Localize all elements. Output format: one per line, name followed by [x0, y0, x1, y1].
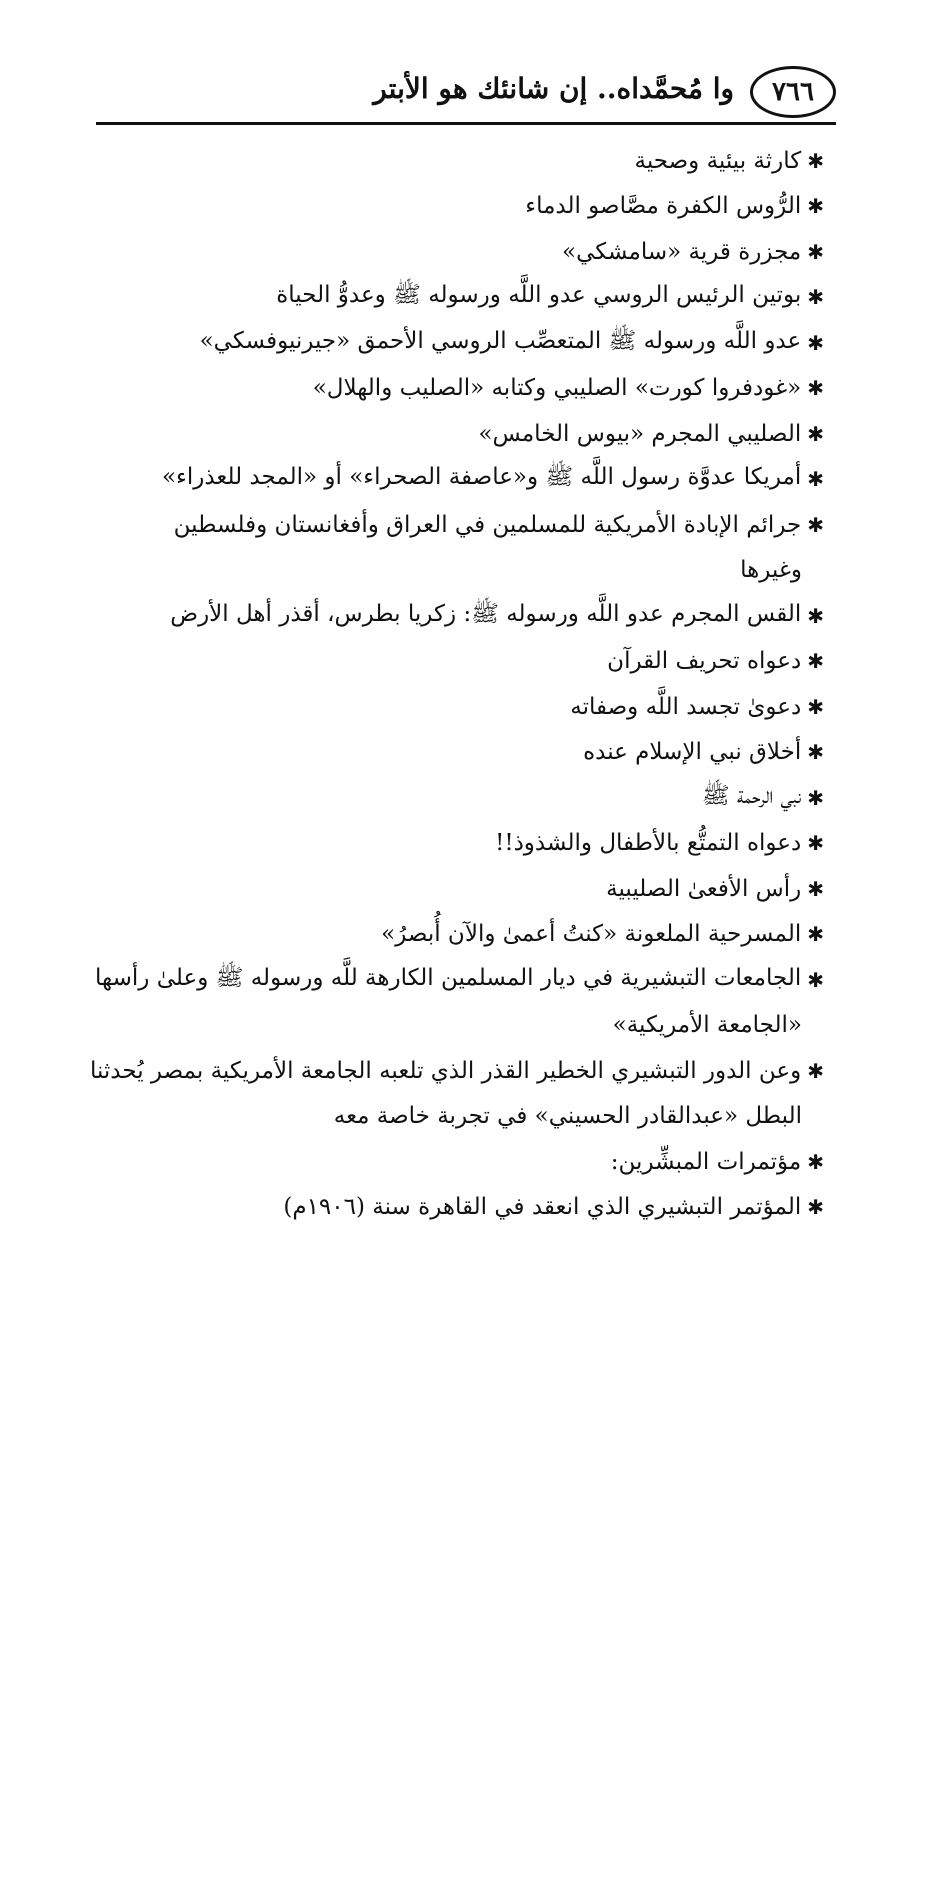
- bullet-star-icon: ✱: [807, 967, 824, 992]
- bullet-star-icon: ✱: [807, 148, 824, 173]
- bullet-star-icon: ✱: [807, 694, 824, 719]
- toc-entry-title: دعواه تحريف القرآن: [607, 648, 802, 675]
- bullet-star-icon: ✱: [807, 922, 824, 947]
- toc-entry-title: جرائم الإبادة الأمريكية للمسلمين في العراق وأفغانستان وفلسطين: [173, 511, 802, 538]
- toc-entry-title: نبي الرحمة ﷺ: [701, 782, 802, 809]
- toc-entry-title: المسرحية الملعونة «كنتُ أعمىٰ والآن أُبصرُ»: [381, 921, 802, 948]
- page-number: ٧٦٦: [772, 77, 814, 107]
- page-number-badge: [750, 66, 836, 118]
- toc-entry: [104, 1185, 824, 1231]
- bullet-star-icon: ✱: [807, 376, 824, 401]
- running-title: وا مُحمَّداه.. إن شانئك هو الأبتر: [373, 72, 734, 105]
- bullet-star-icon: ✱: [807, 330, 824, 355]
- bullet-star-icon: ✱: [807, 1149, 824, 1174]
- toc-entry-title: مجزرة قرية «سامشكي»: [562, 238, 802, 265]
- toc-entry-title: أمريكا عدوَّة رسول اللَّه ﷺ و«عاصفة الصحراء» أو «المجد للعذراء»: [161, 464, 802, 491]
- bullet-star-icon: ✱: [807, 421, 824, 446]
- bullet-star-icon: ✱: [807, 876, 824, 901]
- toc-entry-title: مؤتمرات المبشِّرين:: [610, 1148, 802, 1175]
- bullet-star-icon: ✱: [807, 194, 824, 219]
- bullet-star-icon: ✱: [807, 740, 824, 765]
- toc-entry-title: كارثة بيئية وصحية: [634, 147, 802, 174]
- toc-entry-title: المؤتمر التبشيري الذي انعقد في القاهرة سنة (١٩٠٦م): [283, 1194, 802, 1221]
- toc-entry-title: دعواه التمتُّع بالأطفال والشذوذ!!: [495, 830, 802, 857]
- toc-entry-title: الجامعات التبشيرية في ديار المسلمين الكارهة للَّه ورسوله ﷺ وعلىٰ رأسها: [95, 964, 802, 991]
- toc-entry-title: «الجامعة الأمريكية»: [612, 1012, 802, 1039]
- toc-entry-title: وعن الدور التبشيري الخطير القذر الذي تلعبه الجامعة الأمريكية بمصر يُحدثنا: [89, 1057, 802, 1084]
- toc-entry-title: القس المجرم عدو اللَّه ورسوله ﷺ: زكريا بطرس، أقذر أهل الأرض: [170, 600, 802, 627]
- toc-entry-title: البطل «عبدالقادر الحسيني» في تجربة خاصة معه: [333, 1103, 802, 1130]
- toc-entry-title: دعوىٰ تجسد اللَّه وصفاته: [570, 693, 802, 720]
- bullet-star-icon: ✱: [807, 467, 824, 492]
- bullet-star-icon: ✱: [807, 785, 824, 810]
- toc-entry-title: وغيرها: [740, 557, 802, 584]
- bullet-star-icon: ✱: [807, 512, 824, 537]
- toc-entry-page: [0, 530, 267, 1885]
- toc-entry-title: عدو اللَّه ورسوله ﷺ المتعصِّب الروسي الأحمق «جيرنيوفسكي»: [199, 327, 802, 354]
- toc-entry-title: أخلاق نبي الإسلام عنده: [583, 739, 802, 766]
- bullet-star-icon: ✱: [807, 831, 824, 856]
- table-of-contents: [89, 138, 824, 1230]
- toc-entry-title: «غودفروا كورت» الصليبي وكتابه «الصليب والهلال»: [312, 375, 802, 402]
- toc-entry-title: الرُّوس الكفرة مصَّاصو الدماء: [525, 193, 802, 220]
- bullet-star-icon: ✱: [807, 603, 824, 628]
- bullet-star-icon: ✱: [807, 649, 824, 674]
- bullet-star-icon: ✱: [807, 1195, 824, 1220]
- bullet-star-icon: ✱: [807, 285, 824, 310]
- toc-entry-title: رأس الأفعىٰ الصليبية: [606, 875, 802, 902]
- bullet-star-icon: ✱: [807, 239, 824, 264]
- toc-entry-title: الصليبي المجرم «بيوس الخامس»: [478, 420, 802, 447]
- toc-entry-title: بوتين الرئيس الروسي عدو اللَّه ورسوله ﷺ وعدوُّ الحياة: [276, 282, 802, 309]
- bullet-star-icon: ✱: [807, 1058, 824, 1083]
